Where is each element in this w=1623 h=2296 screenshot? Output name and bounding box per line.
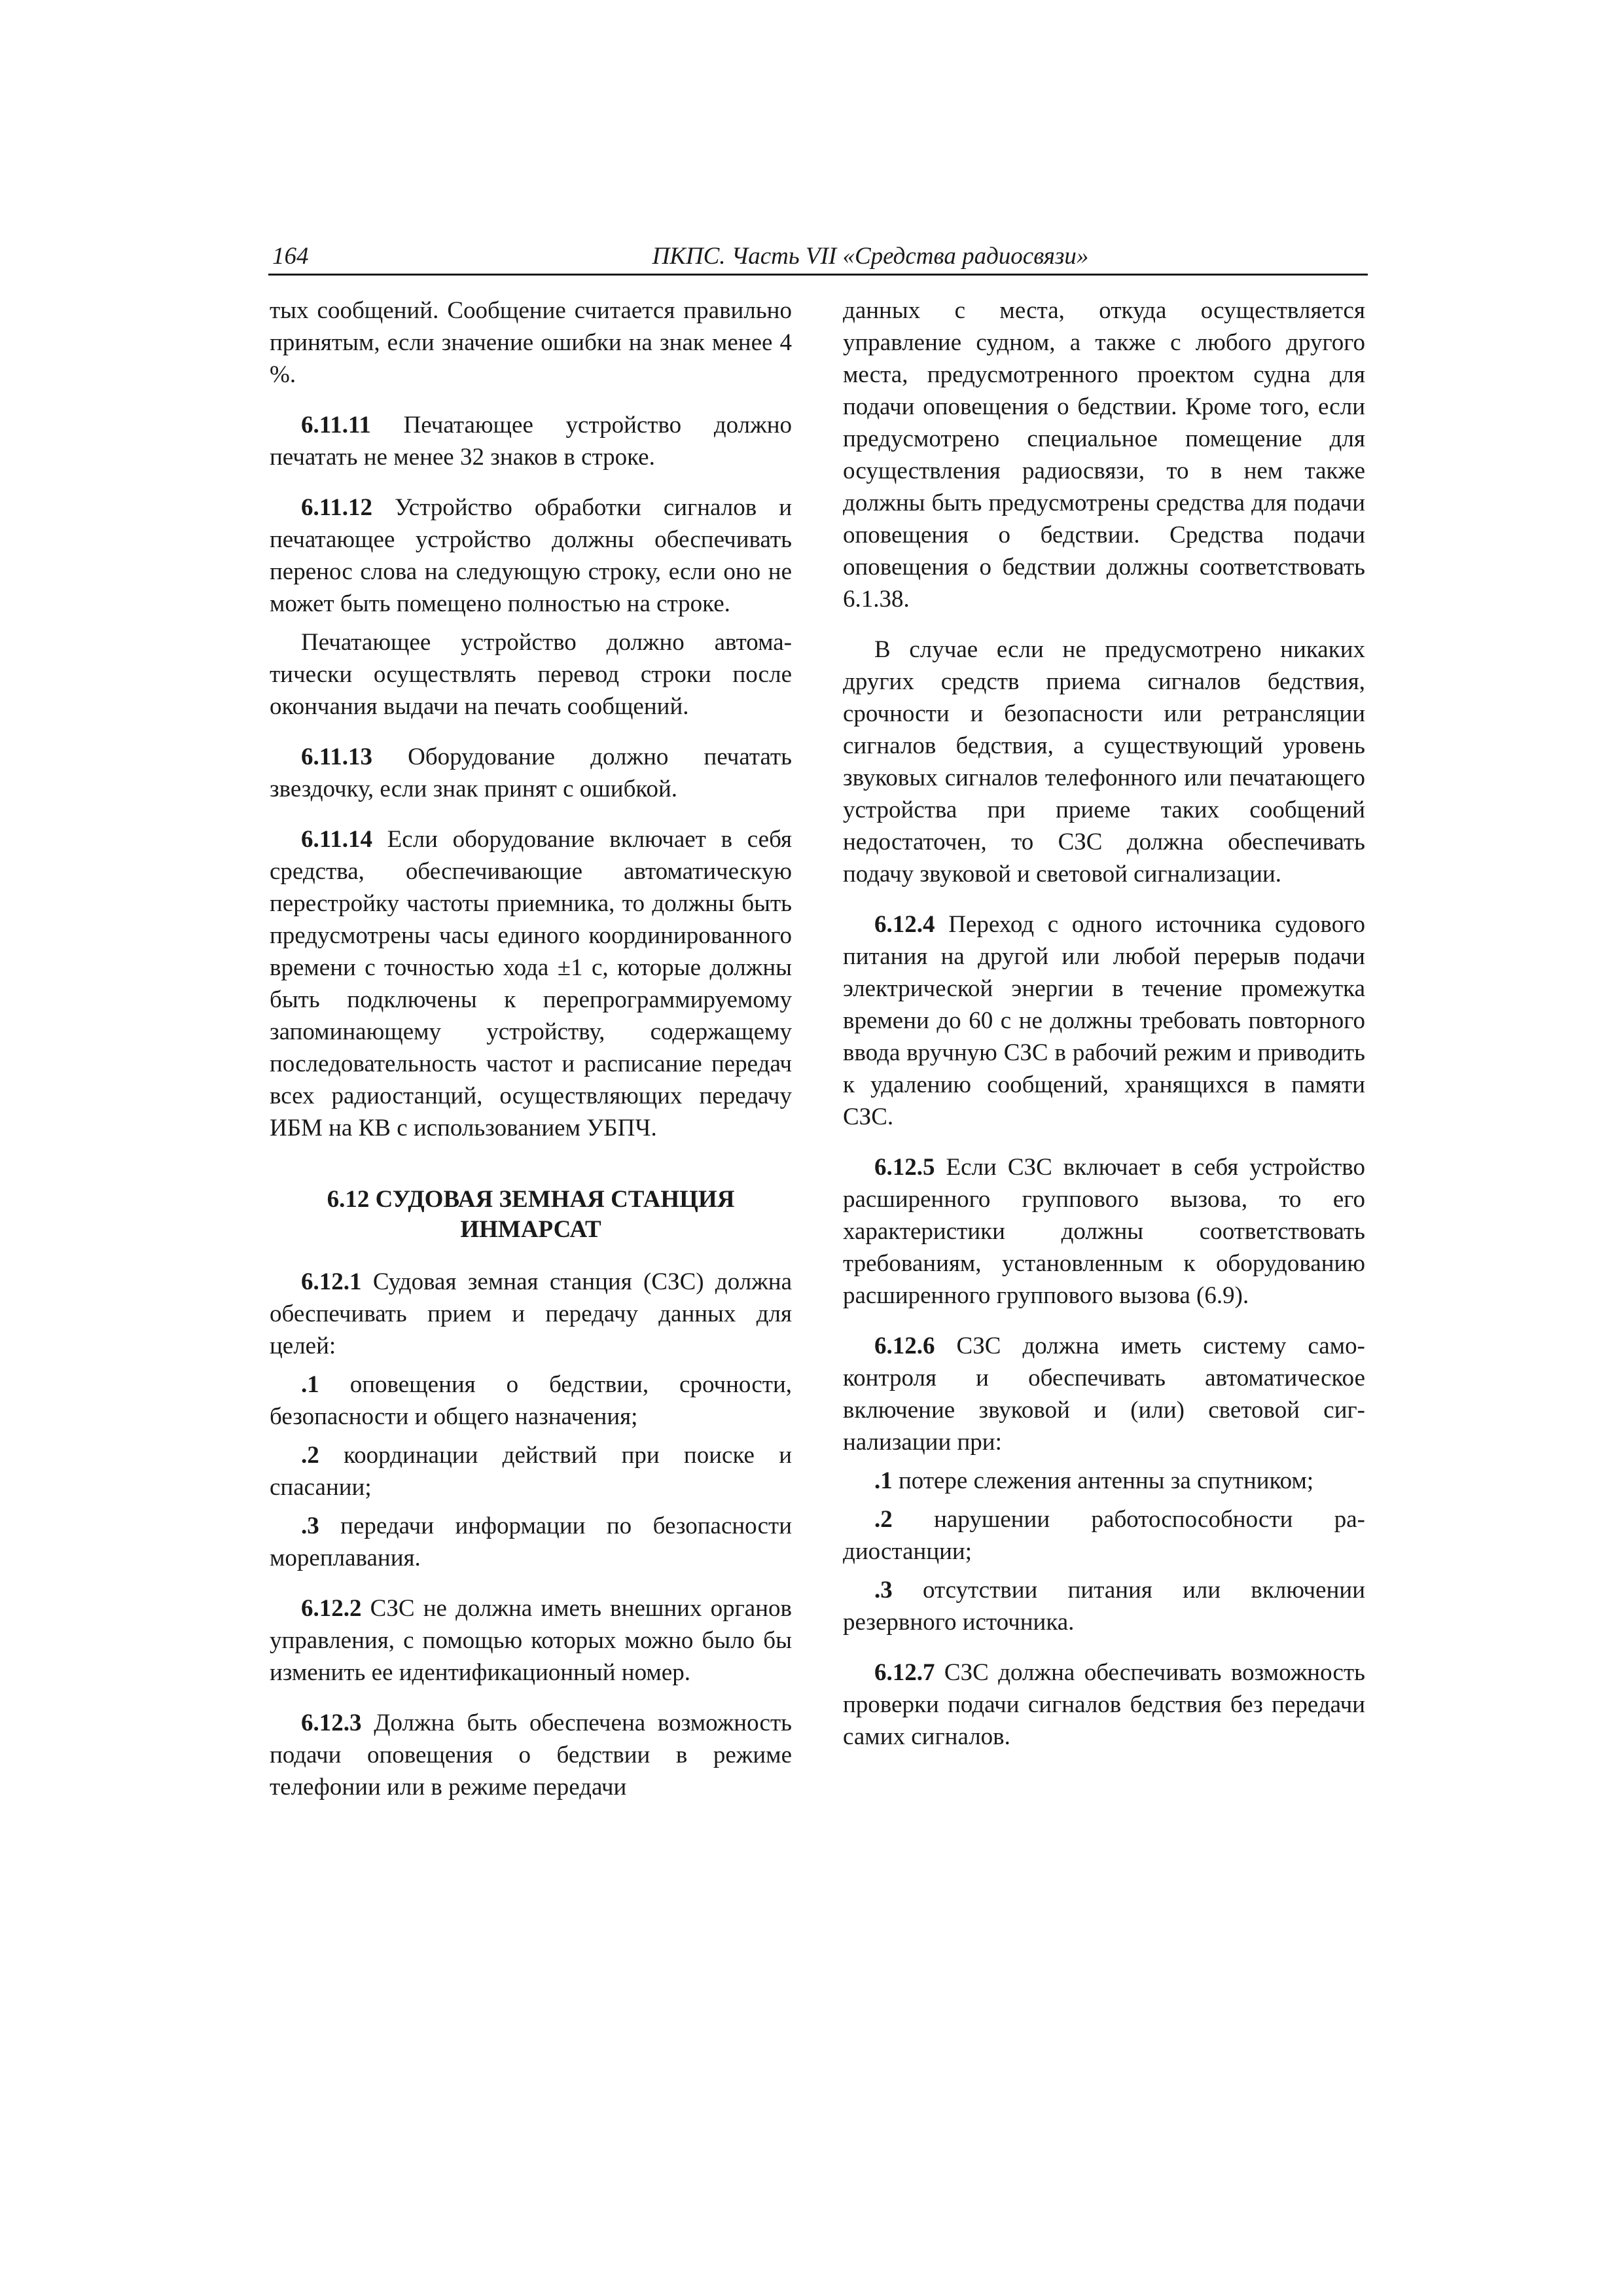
paragraph: Печатающее устройство должно автоматически осуществлять перевод строки после окончания выдачи на печать сообщений. xyxy=(270,629,792,720)
paragraph: тых сообщений. Сообщение считается правильно принятым, если значение ошибки на знак менее 4 %. xyxy=(270,297,792,388)
clause-number: 6.11.13 xyxy=(301,744,372,770)
clause-number: 6.12.7 xyxy=(874,1659,935,1686)
clause-6-12-6: 6.12.6 СЗС должна иметь систему самоконтроля и обеспечивать автоматическое включение звуковой и (или) световой сигнализации при: xyxy=(843,1333,1365,1456)
page-header xyxy=(268,241,1368,276)
right-column xyxy=(843,295,1365,1753)
page-number: 164 xyxy=(272,243,309,270)
left-column xyxy=(270,295,792,1803)
clause-number: 6.11.12 xyxy=(301,494,372,521)
list-item: .1 потере слежения антенны за спутником; xyxy=(874,1467,1314,1494)
clause-number: 6.12.2 xyxy=(301,1595,362,1622)
clause-number: 6.11.11 xyxy=(301,412,371,439)
clause-6-12-7: 6.12.7 СЗС должна обеспечивать возможность проверки подачи сигналов бедствия без передачи самих сигналов. xyxy=(843,1659,1365,1750)
section-heading: 6.12 СУДОВАЯ ЗЕМНАЯ СТАНЦИЯ ИНМАРСАТ xyxy=(327,1186,735,1243)
list-item: .1 оповещения о бедствии, срочности, безопасности и общего назначения; xyxy=(270,1371,792,1430)
clause-6-11-13: 6.11.13 Оборудование должно печатать звездочку, если знак принят с ошибкой. xyxy=(270,744,792,802)
list-item: .2 координации действий при поиске и спасании; xyxy=(270,1442,792,1501)
paragraph: В случае если не предусмотрено никаких других средств приема сигналов бедствия, срочности и безопасности или ретрансляции сигналов бедствия, а существующий уровень звуковых сигналов телефонного или печатающего устройства при приеме таких сообщений недостаточен, то СЗС должна обеспечивать подачу звуковой и световой сигнализации. xyxy=(843,636,1365,888)
clause-number: 6.12.4 xyxy=(874,911,935,938)
clause-number: 6.12.1 xyxy=(301,1268,362,1295)
list-item: .2 нарушении работоспособности радиостанции; xyxy=(843,1506,1365,1565)
clause-6-12-3: 6.12.3 Должна быть обеспечена возможность подачи оповещения о бедствии в режиме телефонии или в режиме передачи xyxy=(270,1710,792,1801)
clause-number: 6.11.14 xyxy=(301,826,372,853)
running-title: ПКПС. Часть VII «Средства радиосвязи» xyxy=(652,243,1089,270)
clause-6-11-14: 6.11.14 Если оборудование включает в себя средства, обеспечивающие автоматическую перестройку частоты приемника, то должны быть предусмотрены часы единого координированного времени с точностью хода ±1 с, которые должны быть подключены к перепрограммируемому запоминающему устройству, содержащему последовательность частот и расписание передач всех радиостанций, осуществляющих передачу ИБМ на КВ с использованием УБПЧ. xyxy=(270,826,792,1141)
clause-number: 6.12.6 xyxy=(874,1333,935,1359)
clause-number: 6.12.5 xyxy=(874,1154,935,1181)
list-item: .3 передачи информации по безопасности мореплавания. xyxy=(270,1513,792,1571)
list-item: .3 отсутствии питания или включении резервного источника. xyxy=(843,1577,1365,1636)
clause-6-12-2: 6.12.2 СЗС не должна иметь внешних органов управления, с помощью которых можно было бы изменить ее идентификационный номер. xyxy=(270,1595,792,1686)
clause-6-11-11: 6.11.11 Печатающее устройство должно печатать не менее 32 знаков в строке. xyxy=(270,412,792,471)
clause-number: 6.12.3 xyxy=(301,1710,362,1736)
clause-6-11-12: 6.11.12 Устройство обработки сигналов и печатающее устройство должны обеспечивать перенос слова на следующую строку, если оно не может быть помещено полностью на строке. xyxy=(270,494,792,617)
paragraph: данных с места, откуда осуществляется управление судном, а также с любого другого места, предусмотренного проектом судна для подачи оповещения о бедствии. Кроме того, если предусмотрено специальное помещение для осуществления радиосвязи, то в нем также должны быть предусмотрены средства для подачи оповещения о бедствии. Средства подачи оповещения о бедствии должны соответствовать 6.1.38. xyxy=(843,297,1365,613)
clause-6-12-5: 6.12.5 Если СЗС включает в себя устройство расширенного группового вызова, то его характеристики должны соответствовать требованиям, установленным к оборудованию расширенного группового вызова (6.9). xyxy=(843,1154,1365,1309)
clause-6-12-1: 6.12.1 Судовая земная станция (СЗС) должна обеспечивать прием и передачу данных для целей: xyxy=(270,1268,792,1359)
clause-6-12-4: 6.12.4 Переход с одного источника судового питания на другой или любой перерыв подачи электрической энергии в течение промежутка времени до 60 с не должны требовать повторного ввода вручную СЗС в рабочий режим и приводить к удалению сообщений, хранящихся в памяти СЗС. xyxy=(843,911,1365,1130)
